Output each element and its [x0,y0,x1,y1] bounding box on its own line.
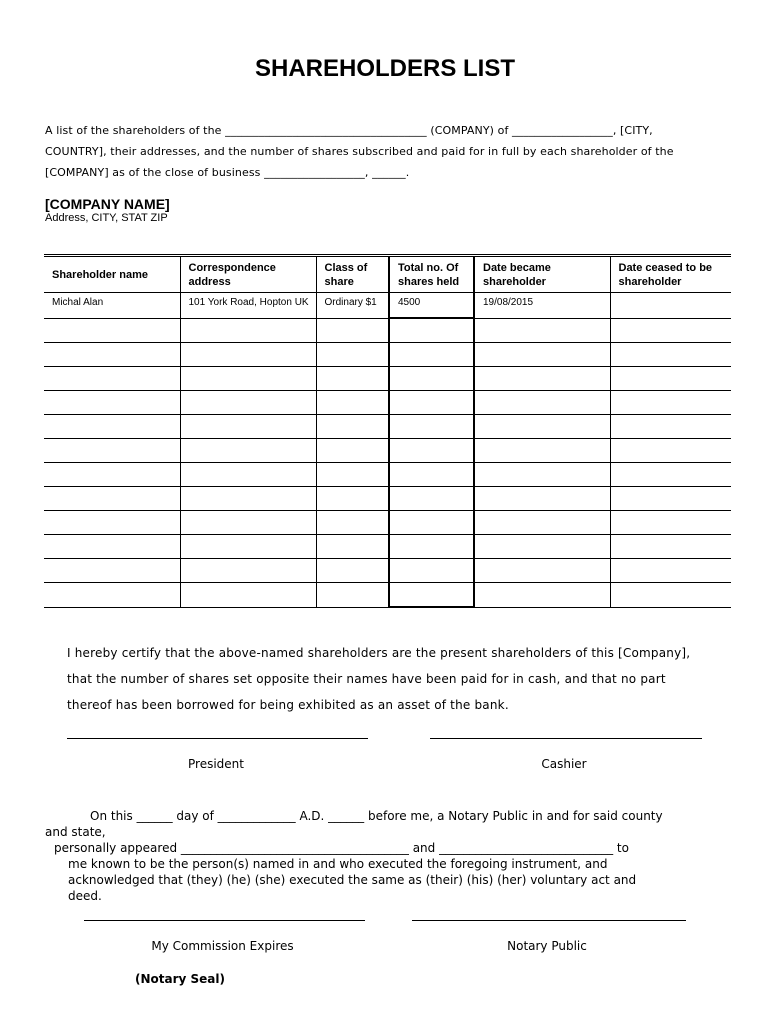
company-address: Address, CITY, STAT ZIP [45,212,168,224]
empty-cell[interactable] [389,343,474,367]
empty-cell[interactable] [44,583,180,608]
empty-cell[interactable] [44,487,180,511]
empty-cell[interactable] [180,559,316,583]
header-date-ceased: Date ceased to be shareholder [610,256,731,293]
notary-line: deed. [68,889,102,903]
notary-paragraph [45,808,715,904]
empty-cell[interactable] [610,463,731,487]
empty-cell[interactable] [316,343,389,367]
empty-cell[interactable] [610,559,731,583]
shareholders-table [44,254,731,608]
empty-cell[interactable] [474,583,610,608]
empty-cell[interactable] [389,391,474,415]
empty-cell[interactable] [474,559,610,583]
empty-cell[interactable] [316,535,389,559]
empty-cell[interactable] [316,559,389,583]
table-header-row [44,256,731,293]
empty-cell[interactable] [44,343,180,367]
empty-cell[interactable] [180,415,316,439]
certify-line: thereof has been borrowed for being exhibited as an asset of the bank. [67,698,509,712]
table-row [44,583,731,608]
notary-line: me known to be the person(s) named in and who executed the foregoing instrument, and [68,857,608,871]
intro-line: [COMPANY] as of the close of business __________________, ______. [45,166,410,179]
empty-cell[interactable] [389,463,474,487]
table-row [44,293,731,319]
cashier-signature-line[interactable] [430,738,702,739]
table-row [44,415,731,439]
empty-cell[interactable] [180,511,316,535]
empty-cell[interactable] [389,559,474,583]
cell-address[interactable]: 101 York Road, Hopton UK [180,293,316,319]
notary-line: personally appeared ______________________________________ and _____________________________ to [54,841,629,855]
empty-cell[interactable] [44,391,180,415]
empty-cell[interactable] [180,367,316,391]
empty-cell[interactable] [474,535,610,559]
empty-cell[interactable] [389,511,474,535]
notary-seal-label: (Notary Seal) [135,972,225,986]
empty-cell[interactable] [316,391,389,415]
cashier-label: Cashier [541,757,587,771]
president-label: President [188,757,244,771]
table-row [44,318,731,343]
empty-cell[interactable] [180,391,316,415]
empty-cell[interactable] [44,511,180,535]
empty-cell[interactable] [180,439,316,463]
empty-cell[interactable] [389,487,474,511]
header-correspondence-address: Correspondence address [180,256,316,293]
empty-cell[interactable] [44,415,180,439]
empty-cell[interactable] [610,391,731,415]
empty-cell[interactable] [180,318,316,343]
empty-cell[interactable] [389,439,474,463]
table-row [44,367,731,391]
empty-cell[interactable] [610,439,731,463]
empty-cell[interactable] [180,487,316,511]
intro-line: COUNTRY], their addresses, and the number of shares subscribed and paid for in full by each shareholder of the [45,145,674,158]
empty-cell[interactable] [474,318,610,343]
empty-cell[interactable] [44,559,180,583]
empty-cell[interactable] [389,535,474,559]
empty-cell[interactable] [44,367,180,391]
empty-cell[interactable] [474,511,610,535]
table-row [44,343,731,367]
header-class-of-share: Class of share [316,256,389,293]
table-row [44,535,731,559]
empty-cell[interactable] [610,511,731,535]
empty-cell[interactable] [316,463,389,487]
page-title: SHAREHOLDERS LIST [254,55,515,82]
empty-cell[interactable] [316,439,389,463]
empty-cell[interactable] [316,487,389,511]
empty-cell[interactable] [610,487,731,511]
empty-cell[interactable] [474,487,610,511]
empty-cell[interactable] [389,415,474,439]
company-name: [COMPANY NAME] [45,196,170,212]
empty-cell[interactable] [180,343,316,367]
intro-paragraph [45,120,735,183]
empty-cell[interactable] [180,463,316,487]
intro-line: A list of the shareholders of the ____________________________________ (COMPANY) of __________________, [CITY, [45,124,653,137]
empty-cell[interactable] [44,318,180,343]
table-row [44,559,731,583]
president-signature-line[interactable] [67,738,368,739]
certify-line: that the number of shares set opposite their names have been paid for in cash, and that no part [67,672,666,686]
notary-signature-line[interactable] [412,920,686,921]
cell-ceased[interactable] [610,293,731,319]
empty-cell[interactable] [474,391,610,415]
empty-cell[interactable] [474,463,610,487]
empty-cell[interactable] [389,367,474,391]
table-row [44,463,731,487]
cell-class[interactable]: Ordinary $1 [316,293,389,319]
empty-cell[interactable] [316,415,389,439]
empty-cell[interactable] [610,415,731,439]
empty-cell[interactable] [610,367,731,391]
empty-cell[interactable] [44,535,180,559]
header-shareholder-name: Shareholder name [44,256,180,293]
cell-name[interactable]: Michal Alan [44,293,180,319]
empty-cell[interactable] [474,439,610,463]
empty-cell[interactable] [610,343,731,367]
table-row [44,511,731,535]
empty-cell[interactable] [474,415,610,439]
notary-line: On this ______ day of _____________ A.D. ______ before me, a Notary Public in and for said county [90,809,663,823]
table-row [44,439,731,463]
empty-cell[interactable] [610,318,731,343]
empty-cell[interactable] [474,343,610,367]
commission-expires-label: My Commission Expires [151,939,294,953]
empty-cell[interactable] [180,583,316,608]
cell-became[interactable]: 19/08/2015 [474,293,610,319]
empty-cell[interactable] [316,511,389,535]
header-total-shares: Total no. Of shares held [389,256,474,293]
empty-cell[interactable] [316,367,389,391]
header-date-became: Date became shareholder [474,256,610,293]
empty-cell[interactable] [316,583,389,608]
empty-cell[interactable] [610,535,731,559]
empty-cell[interactable] [474,367,610,391]
certify-line: I hereby certify that the above-named shareholders are the present shareholders of this [Company], [67,646,691,660]
empty-cell[interactable] [180,535,316,559]
empty-cell[interactable] [44,439,180,463]
notary-line: and state, [45,825,106,839]
empty-cell[interactable] [610,583,731,608]
notary-public-label: Notary Public [507,939,587,953]
certification-paragraph [67,640,707,718]
commission-signature-line[interactable] [84,920,365,921]
empty-cell[interactable] [389,583,474,608]
empty-cell[interactable] [316,318,389,343]
empty-cell[interactable] [389,318,474,343]
notary-line: acknowledged that (they) (he) (she) executed the same as (their) (his) (her) voluntary act and [68,873,637,887]
table-row [44,391,731,415]
empty-cell[interactable] [44,463,180,487]
table-row [44,487,731,511]
cell-total[interactable]: 4500 [389,293,474,319]
